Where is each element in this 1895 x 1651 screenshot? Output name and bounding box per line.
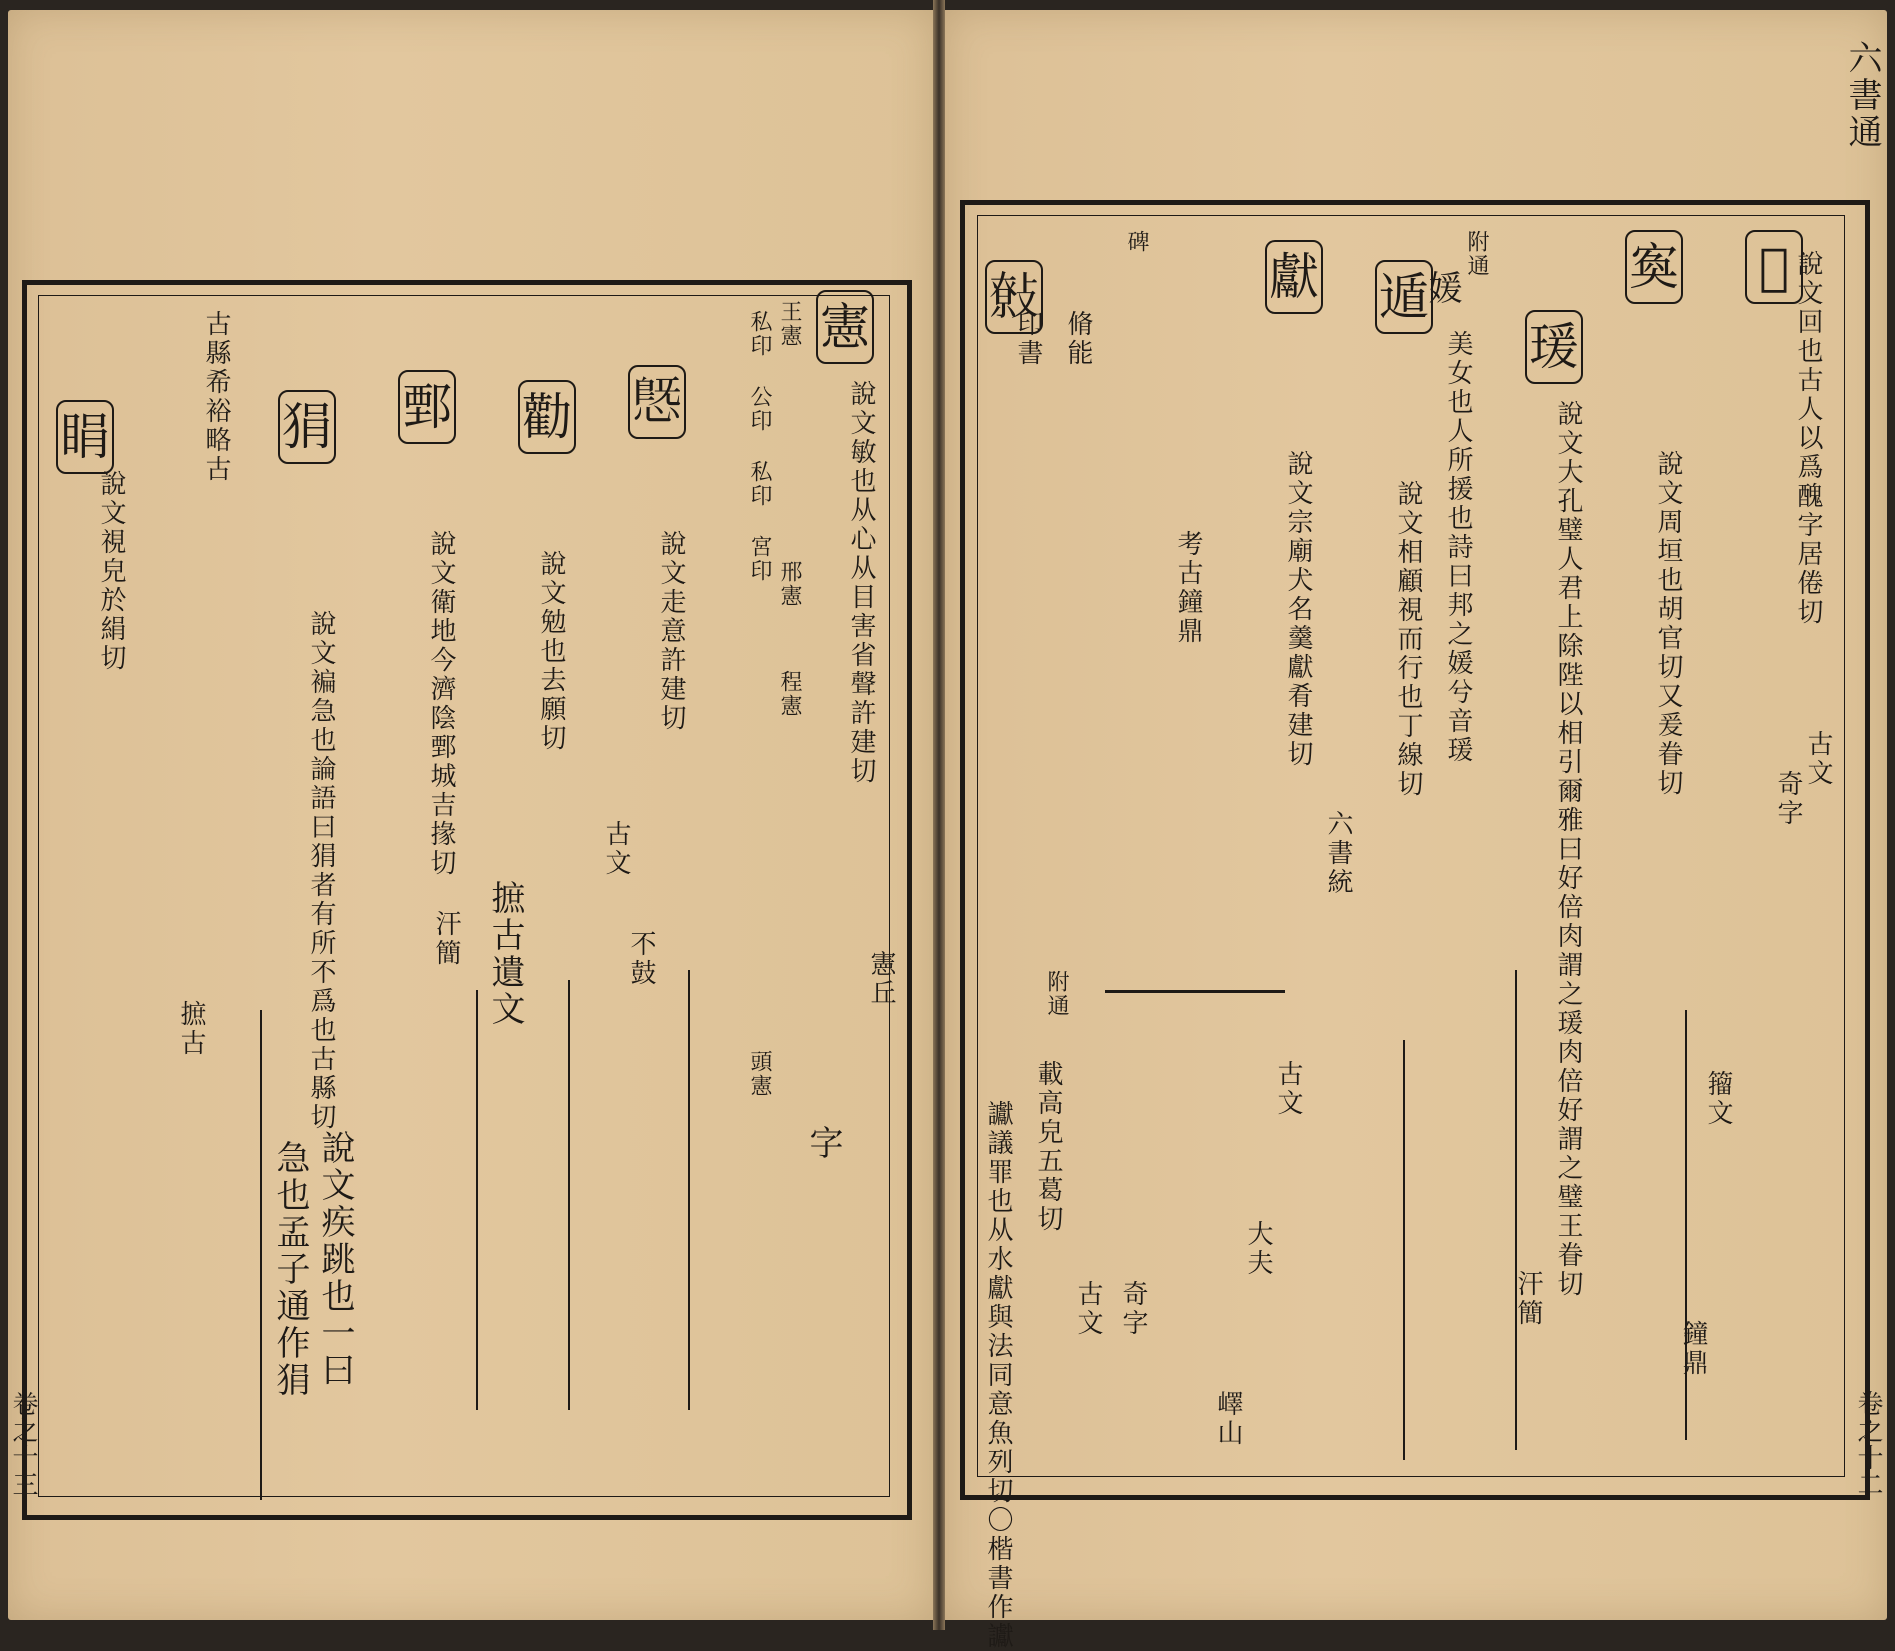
entry-note: 鐘鼎 [1678, 1320, 1708, 1378]
seal-label: 程憲 [777, 670, 802, 718]
entry-text: 說文回也古人以爲醜字居倦切 [1793, 250, 1823, 627]
right-page [945, 10, 1887, 1651]
section-mark: 字 [803, 1125, 843, 1162]
entry-text: 說文衛地今濟陰鄄城吉掾切 [426, 530, 456, 878]
left-page [8, 10, 933, 1620]
entry-head: 睊 [56, 400, 114, 474]
column-rule [476, 990, 478, 1410]
entry-note: 古文 [1273, 1060, 1303, 1118]
left-folio: 卷之十三 [8, 1390, 38, 1498]
right-page-inner-frame [977, 215, 1845, 1477]
right-running-head: 六書通 [1842, 40, 1882, 151]
entry-note: 古文 [1803, 730, 1833, 788]
entry-text: 碑 [1124, 230, 1149, 254]
entry-note: 古文 [1073, 1280, 1103, 1338]
entry-head: 𡇯 [1745, 230, 1803, 304]
entry-text: 說文周垣也胡官切又爰眷切 [1653, 450, 1683, 798]
entry-text: 說文走意許建切 [656, 530, 686, 733]
column-rule [1515, 970, 1517, 1450]
entry-head: 獻 [1265, 240, 1323, 314]
entry-note: 印書 [1013, 310, 1043, 368]
entry-head: 𢟪 [628, 365, 686, 439]
entry-note: 載高皃五葛切 [1033, 1060, 1063, 1234]
entry-note: 脩能 [1063, 310, 1093, 368]
column-rule [260, 1010, 262, 1500]
entry-head: 鄄 [398, 370, 456, 444]
entry-text: 說文敏也从心从目害省聲許建切 [846, 380, 876, 786]
entry-note: 摭古遺文 [485, 880, 525, 1028]
seal-note: 私印 公印 私印 宮印 [747, 310, 772, 583]
right-folio: 卷之十二 [1853, 1390, 1883, 1498]
entry-text: 讞議罪也从水獻與法同意魚列切〇楷書作讞 [983, 1100, 1013, 1651]
entry-head: 憲 [816, 290, 874, 364]
column-rule [568, 980, 570, 1410]
entry-text: 說文大孔璧人君上除陛以相引爾雅曰好倍肉謂之瑗肉倍好謂之璧王眷切 [1553, 400, 1583, 1299]
column-rule [1403, 1040, 1405, 1460]
entry-side: 說文疾跳也一曰 [315, 1130, 355, 1389]
seal-label: 邢憲 [777, 560, 802, 608]
entry-text: 說文褊急也論語曰狷者有所不爲也古縣切 [306, 610, 336, 1132]
entry-note: 急也孟子通作狷 [270, 1140, 310, 1399]
entry-tag: 附通 [1464, 230, 1489, 278]
seal-label: 王憲 [777, 300, 802, 348]
entry-text: 說文勉也去願切 [536, 550, 566, 753]
entry-head: 瑗 [1525, 310, 1583, 384]
entry-tag: 附通 [1044, 970, 1069, 1018]
entry-text: 考古鐘鼎 [1173, 530, 1203, 646]
entry-note: 嶧山 [1213, 1390, 1243, 1448]
entry-note: 大夫 [1243, 1220, 1273, 1278]
entry-text: 說文視皃於絹切 [96, 470, 126, 673]
entry-head: 媛 [1422, 270, 1462, 307]
entry-head: 遁 [1375, 260, 1433, 334]
entry-note: 奇字 [1773, 770, 1803, 828]
entry-note: 奇字 [1118, 1280, 1148, 1338]
entry-head: 𢿞 [985, 260, 1043, 334]
book-gutter [933, 0, 945, 1630]
entry-note: 汗簡 [1513, 1270, 1543, 1328]
entry-note: 憲丘 [866, 950, 896, 1008]
entry-text: 美女也人所援也詩曰邦之媛兮音瑗 [1443, 330, 1473, 765]
entry-note: 汗簡 [431, 910, 461, 968]
entry-head: 狷 [278, 390, 336, 464]
entry-note: 摭古 [176, 1000, 206, 1058]
entry-note: 六書統 [1323, 810, 1353, 897]
entry-head: 勸 [518, 380, 576, 454]
seal-label: 頭憲 [747, 1050, 772, 1098]
entry-text: 說文宗廟犬名羹獻肴建切 [1283, 450, 1313, 769]
column-rule [688, 970, 690, 1410]
entry-text: 說文相顧視而行也丁線切 [1393, 480, 1423, 799]
horizontal-rule [1105, 990, 1285, 993]
entry-note: 不鼓 [626, 930, 656, 988]
entry-note: 籀文 [1703, 1070, 1733, 1128]
entry-note: 古縣希裕略古 [201, 310, 231, 484]
entry-head: 寏 [1625, 230, 1683, 304]
entry-note: 古文 [601, 820, 631, 878]
